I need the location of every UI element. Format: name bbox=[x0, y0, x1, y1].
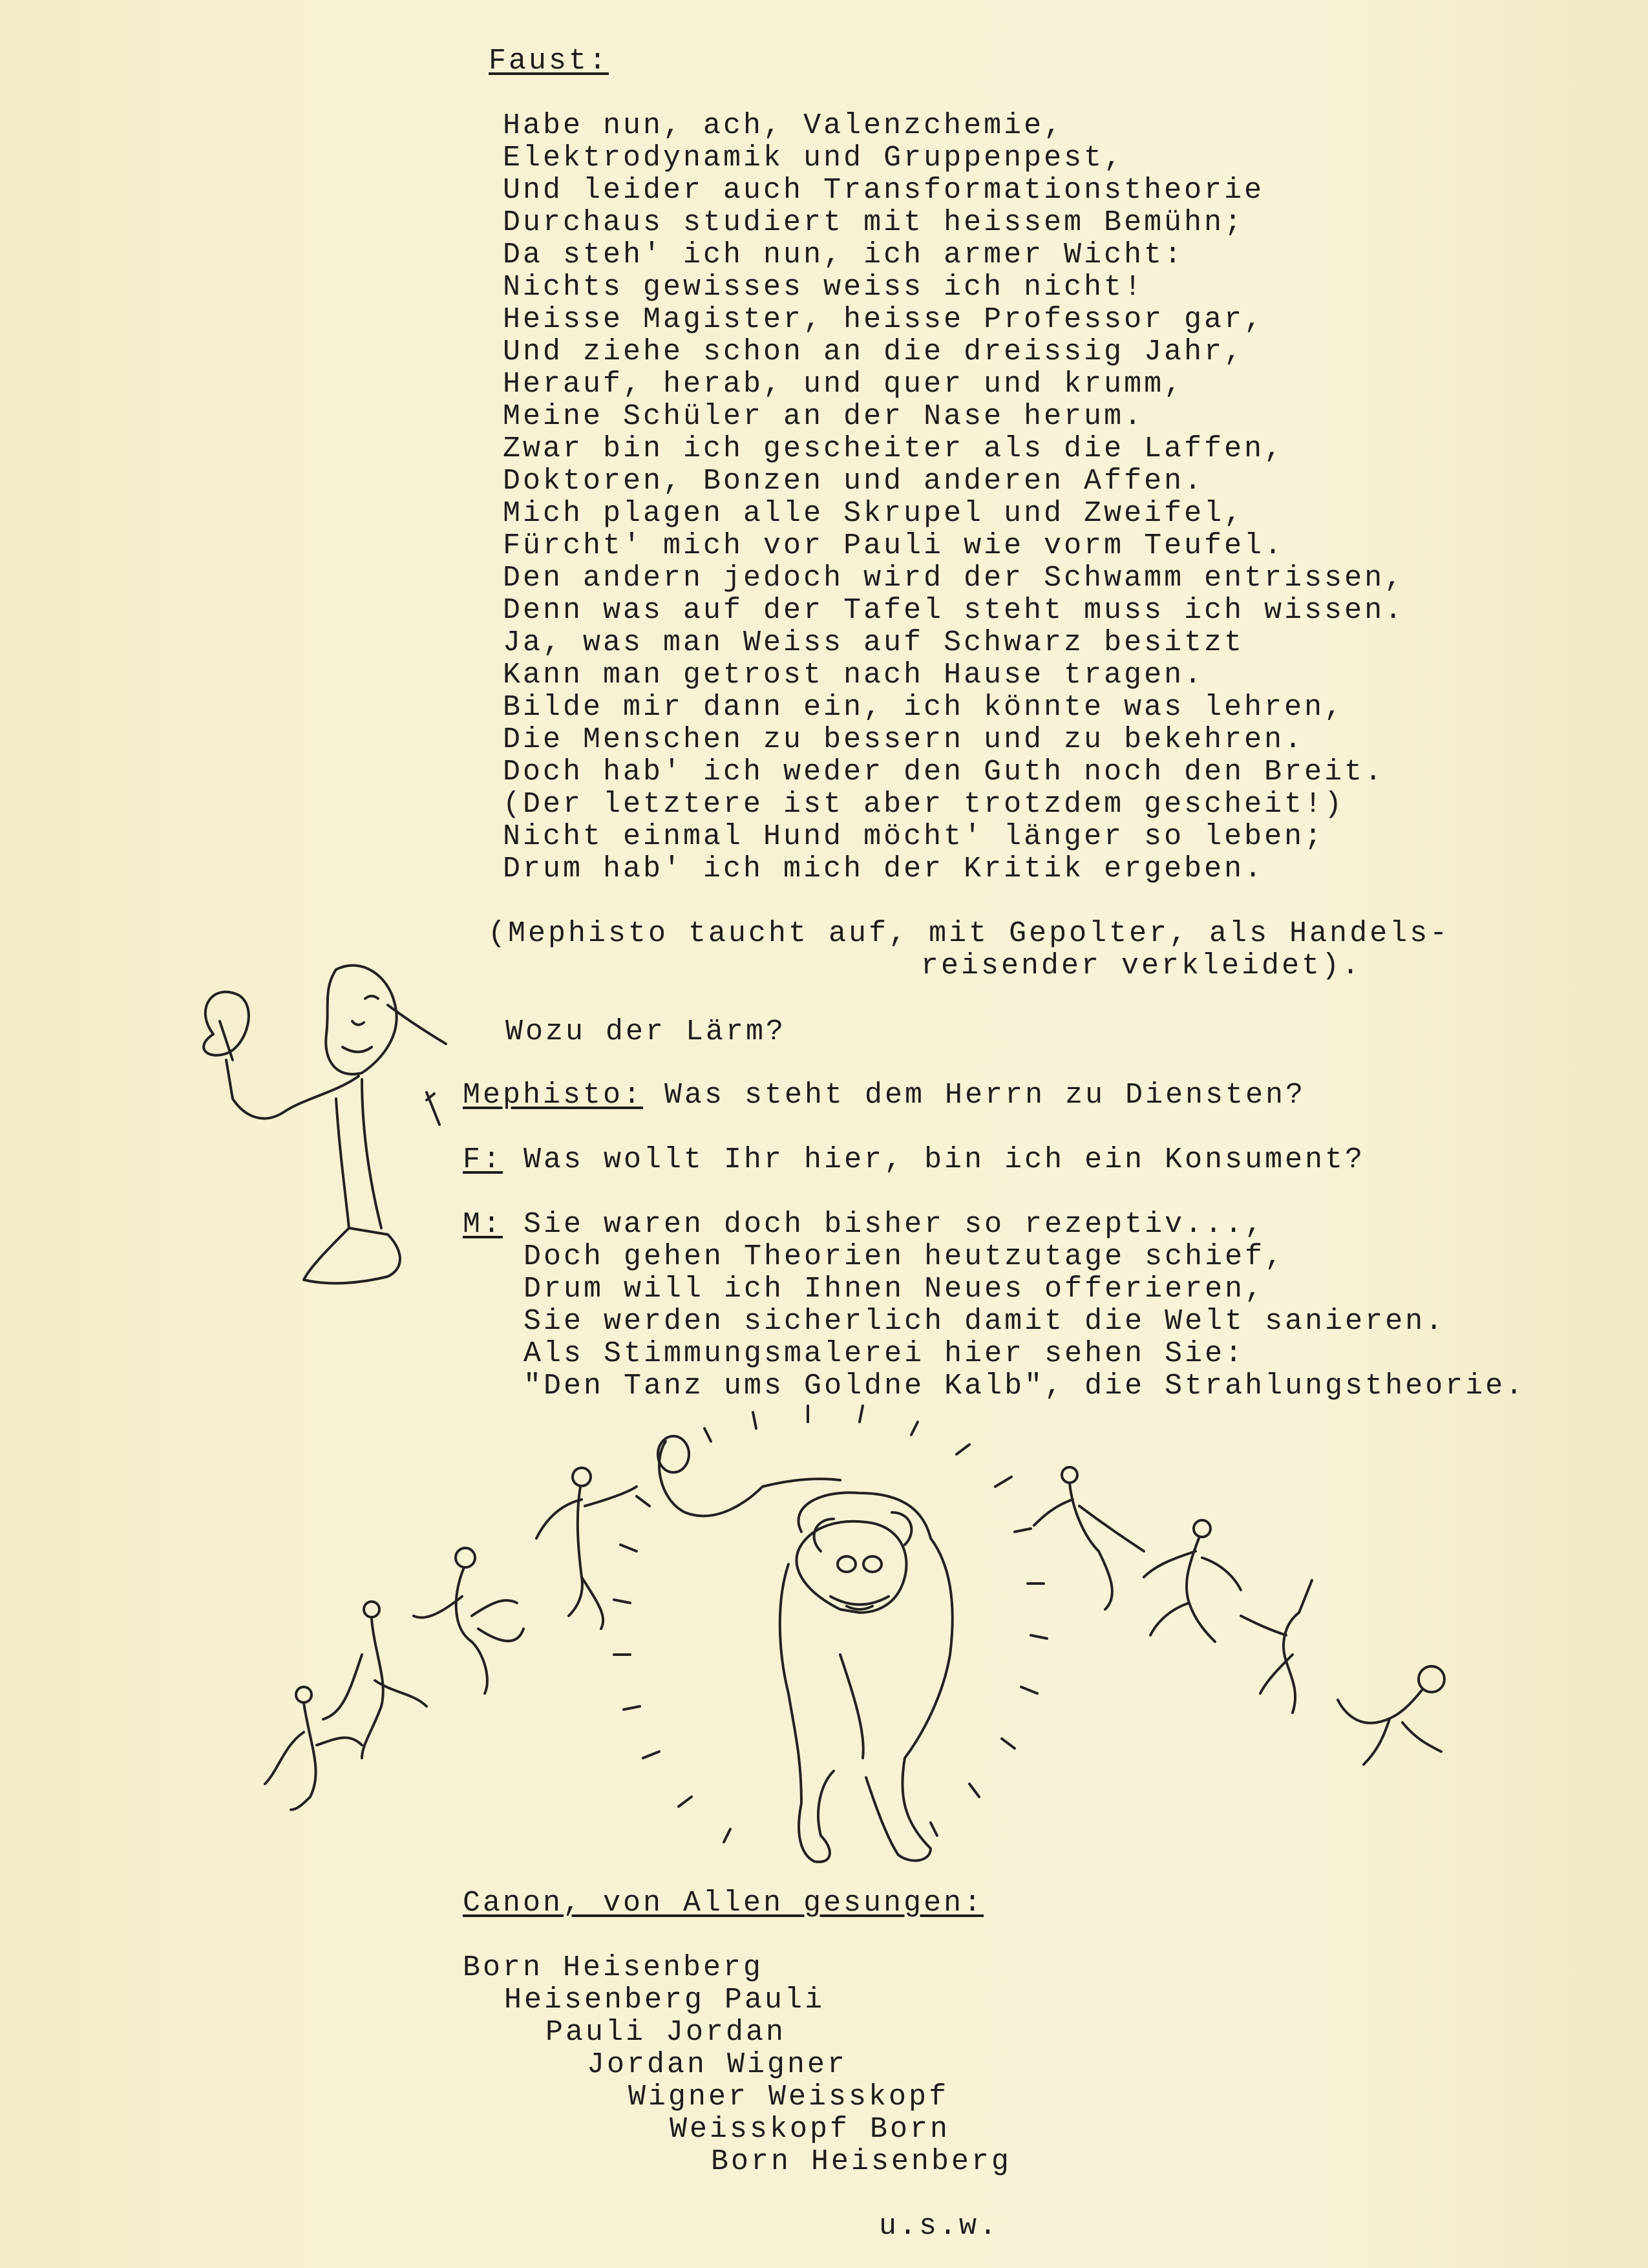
monologue-line: Bilde mir dann ein, ich könnte was lehren, bbox=[503, 691, 1345, 724]
monologue-line: Fürcht' mich vor Pauli wie vorm Teufel. bbox=[503, 529, 1285, 562]
monologue-line: (Der letztere ist aber trotzdem gescheit!) bbox=[503, 788, 1345, 821]
mephisto-offer-line: Doch gehen Theorien heutzutage schief, bbox=[523, 1240, 1285, 1273]
stage-direction-line-2: reisender verkleidet). bbox=[921, 949, 1362, 982]
monologue-line: Ja, was man Weiss auf Schwarz besitzt bbox=[503, 626, 1245, 659]
monologue-line: Die Menschen zu bessern und zu bekehren. bbox=[503, 723, 1305, 756]
canon-line: Wigner Weisskopf bbox=[628, 2081, 949, 2114]
canon-heading: Canon, von Allen gesungen: bbox=[463, 1887, 984, 1920]
monologue-line: Und leider auch Transformationstheorie bbox=[503, 174, 1265, 207]
monologue-line: Elektrodynamik und Gruppenpest, bbox=[503, 142, 1125, 175]
monologue-line: Herauf, herab, und quer und krumm, bbox=[503, 368, 1185, 401]
mephisto-offer-line: Als Stimmungsmalerei hier sehen Sie: bbox=[523, 1337, 1245, 1370]
usw: u.s.w. bbox=[879, 2210, 1000, 2243]
mephisto-offer-line: "Den Tanz ums Goldne Kalb", die Strahlungstheorie. bbox=[523, 1370, 1526, 1403]
monologue-line: Mich plagen alle Skrupel und Zweifel, bbox=[503, 497, 1245, 530]
canon-line: Pauli Jordan bbox=[545, 2016, 787, 2049]
dancers-right bbox=[1034, 1467, 1444, 1765]
mephisto-offer-line: Drum will ich Ihnen Neues offerieren, bbox=[523, 1273, 1265, 1306]
monologue-line: Doktoren, Bonzen und anderen Affen. bbox=[503, 465, 1205, 498]
canon-line: Heisenberg Pauli bbox=[504, 1984, 825, 2017]
canon-line: Weisskopf Born bbox=[670, 2113, 951, 2146]
monologue-line: Da steh' ich nun, ich armer Wicht: bbox=[503, 238, 1185, 271]
dancers-left bbox=[265, 1468, 637, 1810]
monologue-line: Nicht einmal Hund möcht' länger so leben; bbox=[503, 820, 1325, 853]
monologue-line: Nichts gewisses weiss ich nicht! bbox=[503, 271, 1145, 304]
canon-line: Born Heisenberg bbox=[711, 2145, 1012, 2178]
monologue-line: Drum hab' ich mich der Kritik ergeben. bbox=[503, 853, 1265, 885]
monologue-line: Und ziehe schon an die dreissig Jahr, bbox=[503, 335, 1245, 368]
mephisto-drawing bbox=[204, 966, 446, 1284]
monologue-line: Heisse Magister, heisse Professor gar, bbox=[503, 303, 1265, 336]
monologue-line: Meine Schüler an der Nase herum. bbox=[503, 400, 1145, 433]
faust-heading: Faust: bbox=[489, 45, 609, 78]
monologue-line: Habe nun, ach, Valenzchemie, bbox=[503, 109, 1064, 142]
monologue-line: Durchaus studiert mit heissem Bemühn; bbox=[503, 206, 1245, 239]
m-speaker: M: bbox=[463, 1208, 503, 1241]
golden-calf-drawing bbox=[614, 1406, 1047, 1862]
f-speaker: F: bbox=[463, 1143, 503, 1176]
stage-direction-line-1: (Mephisto taucht auf, mit Gepolter, als Handels- bbox=[488, 917, 1450, 950]
canon-line: Jordan Wigner bbox=[587, 2048, 848, 2081]
monologue-line: Kann man getrost nach Hause tragen. bbox=[503, 659, 1205, 692]
monologue-line: Denn was auf der Tafel steht muss ich wissen. bbox=[503, 594, 1405, 627]
mephisto-offer-line: Sie waren doch bisher so rezeptiv..., bbox=[523, 1208, 1265, 1241]
f-line: Was wollt Ihr hier, bin ich ein Konsument? bbox=[523, 1143, 1366, 1176]
monologue-line: Doch hab' ich weder den Guth noch den Breit. bbox=[503, 756, 1385, 789]
mephisto-speaker: Mephisto: bbox=[463, 1079, 644, 1112]
canon-line: Born Heisenberg bbox=[463, 1951, 764, 1984]
monologue-line: Den andern jedoch wird der Schwamm entrissen, bbox=[503, 562, 1405, 595]
mephisto-line: Was steht dem Herrn zu Diensten? bbox=[664, 1079, 1306, 1112]
monologue-line: Zwar bin ich gescheiter als die Laffen, bbox=[503, 432, 1285, 465]
faust-question: Wozu der Lärm? bbox=[505, 1015, 787, 1048]
mephisto-offer-line: Sie werden sicherlich damit die Welt sanieren. bbox=[523, 1305, 1446, 1338]
